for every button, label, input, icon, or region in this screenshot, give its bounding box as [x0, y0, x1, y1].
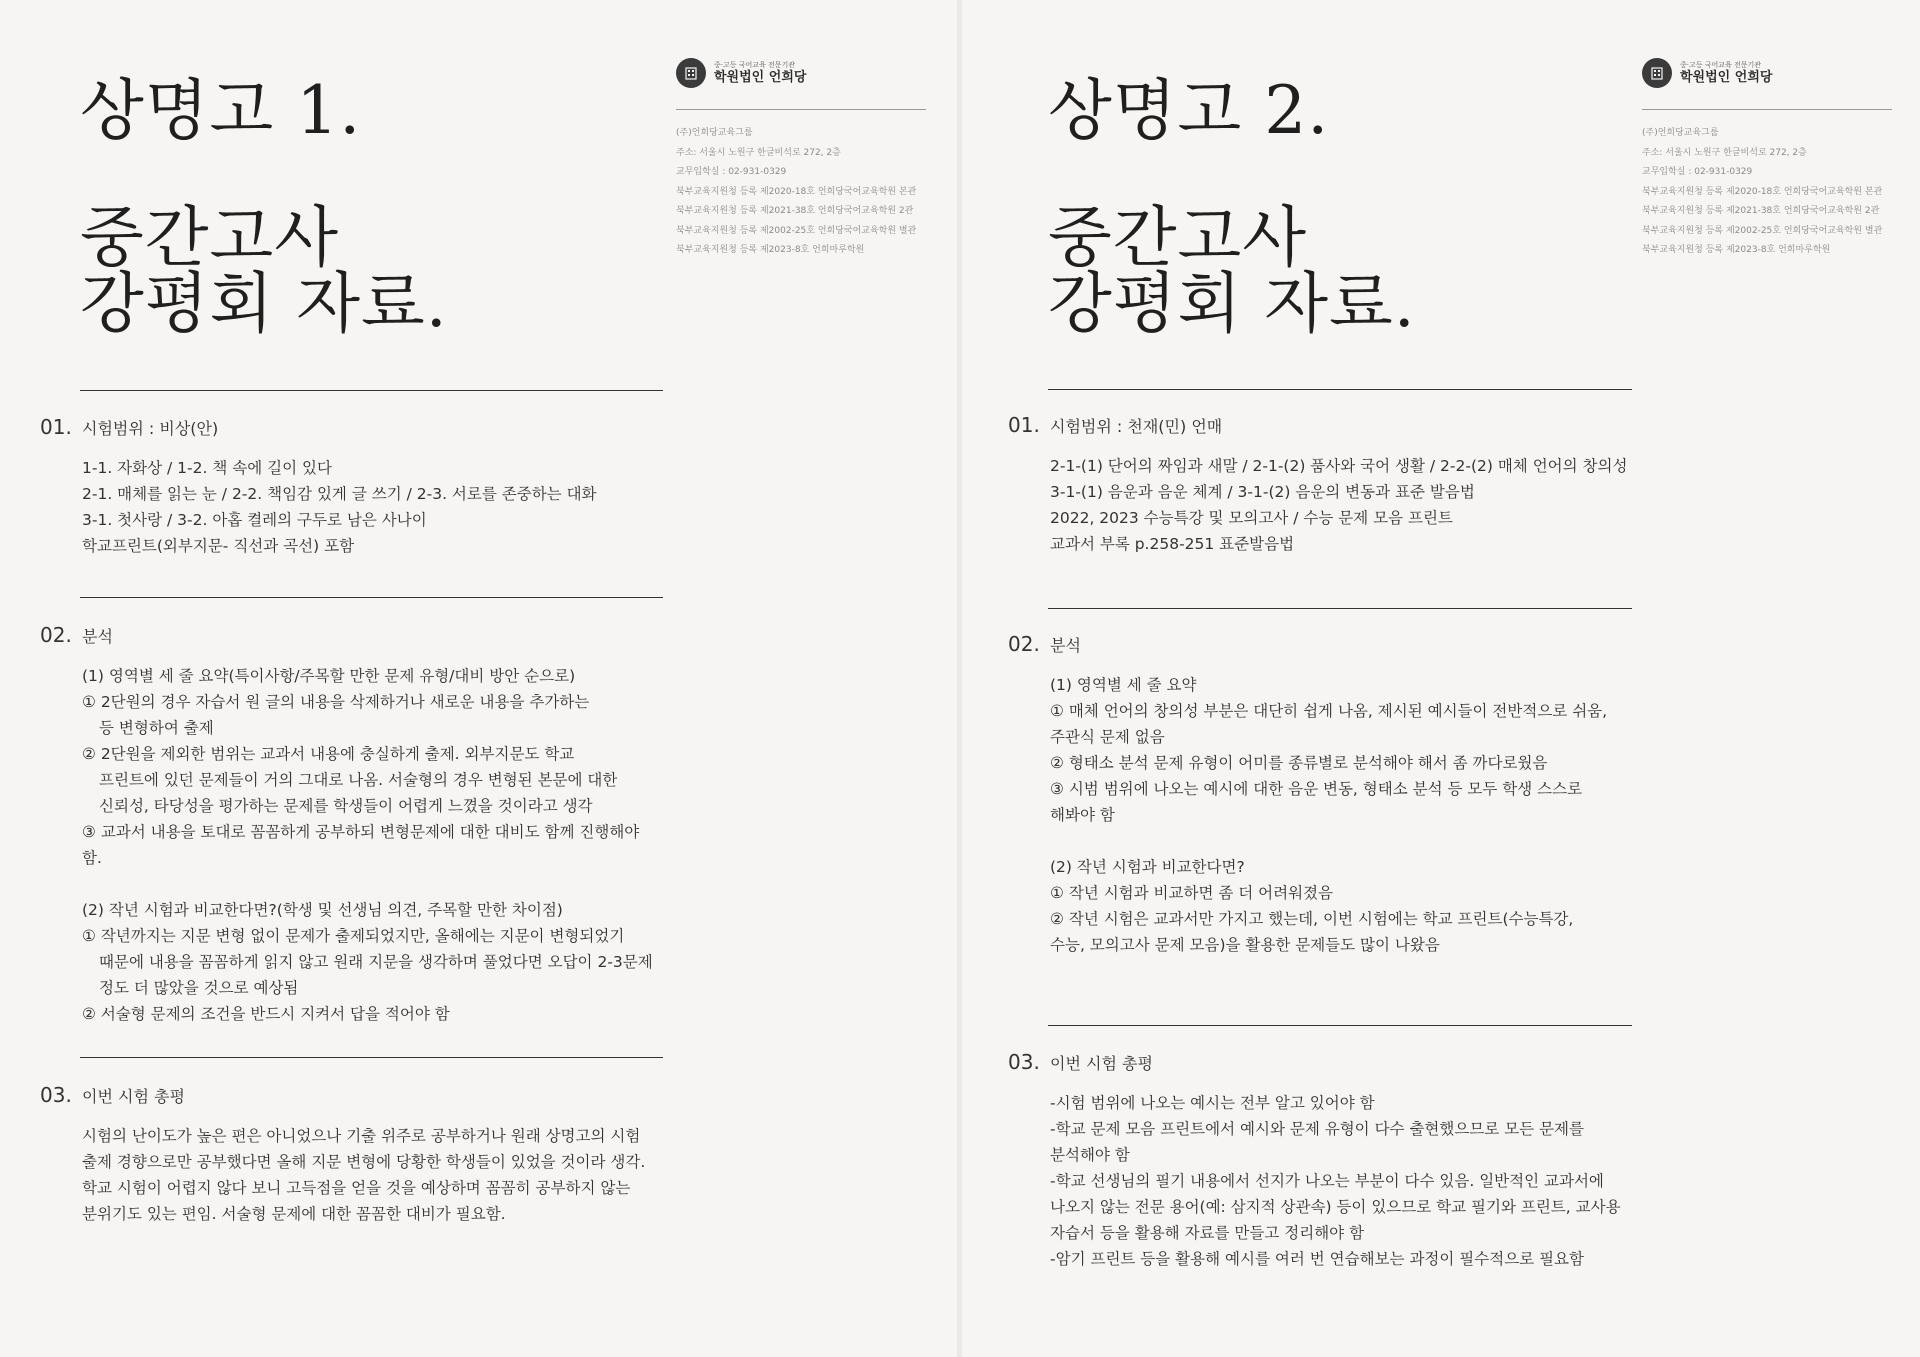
publisher-info [676, 124, 926, 261]
logo-name: 학원법인 언희당 [714, 69, 807, 85]
body-line: ③ 교과서 내용을 토대로 꼼꼼하게 공부하되 변형문제에 대한 대비도 함께 진행해야 [82, 823, 640, 841]
body-line: -암기 프린트 등을 활용해 예시를 여러 번 연습해보는 과정이 필수적으로 필요함 [1050, 1250, 1585, 1268]
body-line: 나오지 않는 전문 용어(예: 삼지적 상관속) 등이 있으므로 학교 필기와 프린트, 교사용 [1050, 1198, 1621, 1216]
info-line: 북부교육지원청 등록 제2020-18호 언희당국어교육학원 본관 [676, 186, 917, 197]
section-title: 시험범위 : 비상(안) [82, 419, 219, 438]
section-title: 이번 시험 총평 [82, 1087, 185, 1106]
info-line: 북부교육지원청 등록 제2021-38호 언희당국어교육학원 2관 [1642, 206, 1880, 216]
logo-divider [1642, 109, 1892, 110]
page-title-line1: 상명고 2. [1048, 72, 1330, 149]
page-title-line3: 강평회 자료. [80, 265, 448, 342]
logo-tagline: 중·고등 국어교육 전문기관 [714, 60, 796, 69]
info-line: 주소: 서울시 노원구 한글비석로 272, 2층 [1642, 147, 1807, 158]
body-line: 정도 더 많았을 것으로 예상됨 [99, 979, 299, 997]
body-line: -학교 문제 모음 프린트에서 예시와 문제 유형이 다수 출현했으므로 모든 문제를 [1050, 1120, 1585, 1138]
body-line: 해봐야 함 [1050, 806, 1115, 824]
body-line: (2) 작년 시험과 비교한다면?(학생 및 선생님 의견, 주목할 만한 차이점) [82, 901, 563, 919]
info-line: 북부교육지원청 등록 제2023-8호 언희마루학원 [1642, 245, 1831, 255]
page-title-line2: 중간고사 [80, 199, 340, 276]
section-exam-range [40, 415, 660, 559]
publisher-block [1642, 55, 1892, 261]
section-number: 01. [1008, 413, 1040, 437]
info-line: 북부교육지원청 등록 제2002-25호 언희당국어교육학원 별관 [1642, 225, 1883, 236]
body-line: (2) 작년 시험과 비교한다면? [1050, 858, 1245, 876]
body-line: 3-1. 첫사랑 / 3-2. 아홉 켤레의 구두로 남은 사나이 [82, 511, 427, 529]
section-divider [80, 1057, 663, 1058]
page-title-line3: 강평회 자료. [1048, 265, 1416, 342]
body-line: ② 서술형 문제의 조건을 반드시 지켜서 답을 적어야 함 [82, 1005, 450, 1023]
section-divider [1048, 389, 1632, 390]
body-line: 2-1. 매체를 읽는 눈 / 2-2. 책임감 있게 글 쓰기 / 2-3. 서로를 존중하는 대화 [82, 485, 597, 503]
info-line: (주)언희당교육그룹 [1642, 128, 1719, 138]
body-line: 2-1-(1) 단어의 짜임과 새말 / 2-1-(2) 품사와 국어 생활 / 2-2-(2) 매체 언어의 창의성 [1050, 457, 1628, 475]
section-review [1008, 1050, 1628, 1272]
section-title: 이번 시험 총평 [1050, 1054, 1153, 1073]
info-line: (주)언희당교육그룹 [676, 128, 753, 138]
building-icon [676, 58, 706, 88]
page-title-line1: 상명고 1. [80, 72, 362, 149]
section-title: 분석 [82, 627, 113, 646]
body-line: -시험 범위에 나오는 예시는 전부 알고 있어야 함 [1050, 1094, 1375, 1112]
body-line: 때문에 내용을 꼼꼼하게 읽지 않고 원래 지문을 생각하며 풀었다면 오답이 2-3문제 [99, 953, 653, 971]
logo-name: 학원법인 언희당 [1680, 69, 1773, 85]
publisher-info [1642, 124, 1892, 261]
body-line: ② 작년 시험은 교과서만 가지고 했는데, 이번 시험에는 학교 프린트(수능특강, [1050, 910, 1574, 928]
body-line: 학교 시험이 어렵지 않다 보니 고득점을 얻을 것을 예상하며 꼼꼼히 공부하지 않는 [82, 1179, 631, 1197]
body-line: 자습서 등을 활용해 자료를 만들고 정리해야 함 [1050, 1224, 1365, 1242]
body-line: 출제 경향으로만 공부했다면 올해 지문 변형에 당황한 학생들이 있었을 것이라 생각. [82, 1153, 646, 1171]
blank-line [82, 871, 660, 897]
section-number: 02. [1008, 632, 1040, 656]
body-line: ③ 시범 범위에 나오는 예시에 대한 음운 변동, 형태소 분석 등 모두 학생 스스로 [1050, 780, 1583, 798]
section-analysis [40, 623, 660, 1027]
body-line: ① 작년까지는 지문 변형 없이 문제가 출제되었지만, 올해에는 지문이 변형되었기 [82, 927, 625, 945]
section-number: 03. [1008, 1050, 1040, 1074]
body-line: 프린트에 있던 문제들이 거의 그대로 나옴. 서술형의 경우 변형된 본문에 대한 [99, 771, 618, 789]
info-line: 북부교육지원청 등록 제2021-38호 언희당국어교육학원 2관 [676, 206, 914, 216]
page-2 [962, 0, 1920, 1357]
info-line: 북부교육지원청 등록 제2020-18호 언희당국어교육학원 본관 [1642, 186, 1883, 197]
body-line: ① 2단원의 경우 자습서 원 글의 내용을 삭제하거나 새로운 내용을 추가하는 [82, 693, 590, 711]
page-title-line2: 중간고사 [1048, 199, 1308, 276]
section-divider [80, 597, 663, 598]
section-analysis [1008, 632, 1628, 958]
body-line: 분석해야 함 [1050, 1146, 1130, 1164]
body-line: 2022, 2023 수능특강 및 모의고사 / 수능 문제 모음 프린트 [1050, 509, 1453, 527]
body-line: -학교 선생님의 필기 내용에서 선지가 나오는 부분이 다수 있음. 일반적인 교과서에 [1050, 1172, 1604, 1190]
body-line: 교과서 부록 p.258-251 표준발음법 [1050, 535, 1295, 553]
section-exam-range [1008, 413, 1628, 557]
info-line: 북부교육지원청 등록 제2002-25호 언희당국어교육학원 별관 [676, 225, 917, 236]
section-title: 분석 [1050, 636, 1081, 655]
body-line: (1) 영역별 세 줄 요약 [1050, 676, 1197, 694]
body-line: 함. [82, 849, 102, 867]
body-line: ② 형태소 분석 문제 유형이 어미를 종류별로 분석해야 해서 좀 까다로웠음 [1050, 754, 1548, 772]
publisher-logo [1642, 55, 1892, 91]
page-1 [0, 0, 957, 1357]
body-line: 학교프린트(외부지문- 직선과 곡선) 포함 [82, 537, 355, 555]
section-number: 03. [40, 1083, 72, 1107]
body-line: 시험의 난이도가 높은 편은 아니었으나 기출 위주로 공부하거나 원래 상명고의 시험 [82, 1127, 641, 1145]
body-line: 1-1. 자화상 / 1-2. 책 속에 길이 있다 [82, 459, 332, 477]
body-line: ② 2단원을 제외한 범위는 교과서 내용에 충실하게 출제. 외부지문도 학교 [82, 745, 575, 763]
building-icon [1642, 58, 1672, 88]
section-title: 시험범위 : 천재(민) 언매 [1050, 417, 1223, 436]
info-line: 북부교육지원청 등록 제2023-8호 언희마루학원 [676, 245, 865, 255]
publisher-logo [676, 55, 926, 91]
body-line: 분위기도 있는 편임. 서술형 문제에 대한 꼼꼼한 대비가 필요함. [82, 1205, 506, 1223]
info-line: 주소: 서울시 노원구 한글비석로 272, 2층 [676, 147, 841, 158]
logo-divider [676, 109, 926, 110]
section-divider [1048, 608, 1632, 609]
body-line: 주관식 문제 없음 [1050, 728, 1165, 746]
body-line: 3-1-(1) 음운과 음운 체계 / 3-1-(2) 음운의 변동과 표준 발음법 [1050, 483, 1475, 501]
body-line: ① 작년 시험과 비교하면 좀 더 어려워졌음 [1050, 884, 1334, 902]
info-line: 교무입학실 : 02-931-0329 [676, 167, 787, 177]
body-line: 수능, 모의고사 문제 모음)을 활용한 문제들도 많이 나왔음 [1050, 936, 1440, 954]
blank-line [1050, 828, 1628, 854]
section-number: 02. [40, 623, 72, 647]
section-number: 01. [40, 415, 72, 439]
publisher-block [676, 55, 926, 261]
body-line: 등 변형하여 출제 [99, 719, 214, 737]
section-review [40, 1083, 660, 1227]
info-line: 교무입학실 : 02-931-0329 [1642, 167, 1753, 177]
body-line: 신뢰성, 타당성을 평가하는 문제를 학생들이 어렵게 느꼈을 것이라고 생각 [99, 797, 593, 815]
section-divider [1048, 1025, 1632, 1026]
logo-tagline: 중·고등 국어교육 전문기관 [1680, 60, 1762, 69]
body-line: ① 매체 언어의 창의성 부분은 대단히 쉽게 나옴, 제시된 예시들이 전반적으로 쉬움, [1050, 702, 1608, 720]
section-divider [80, 390, 663, 391]
body-line: (1) 영역별 세 줄 요약(특이사항/주목할 만한 문제 유형/대비 방안 순으로) [82, 667, 576, 685]
